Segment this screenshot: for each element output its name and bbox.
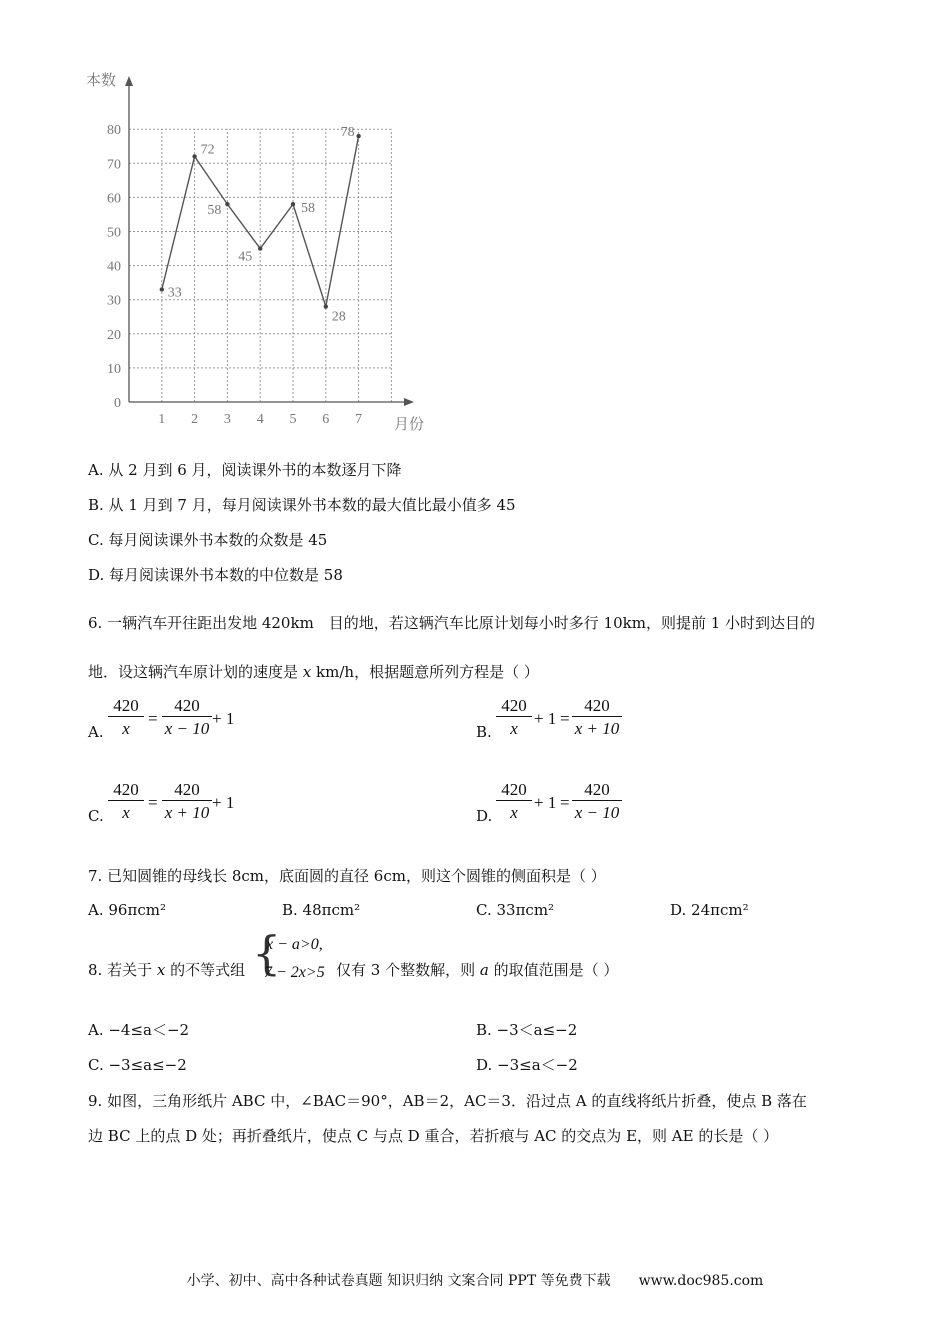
q7-option-a: A. 96πcm² (88, 901, 166, 919)
q8-inequality-2: 7 − 2x>5 (264, 964, 325, 981)
data-point-6 (324, 304, 328, 308)
y-tick-label-80: 80 (107, 123, 121, 139)
q5-option-d: D. 每月阅读课外书本数的中位数是 58 (88, 566, 343, 584)
q6-c-rhs-fraction: $\frac{420}{x + 10}$ (162, 780, 212, 823)
q6-d-plus-one: + 1 (534, 793, 557, 812)
q5-option-c: C. 每月阅读课外书本数的众数是 45 (88, 531, 328, 549)
q6-c-lhs-fraction: $\frac{420}{x}$ (108, 780, 144, 823)
q7-option-c: C. 33πcm² (476, 901, 555, 919)
q9-stem-line2: 边 BC 上的点 D 处；再折叠纸片，使点 C 与点 D 重合，若折痕与 AC 的交点为 E，则 AE 的长是（ ） (88, 1127, 779, 1145)
y-tick-label-20: 20 (107, 327, 121, 343)
page-footer: 小学、初中、高中各种试卷真题 知识归纳 文案合同 PPT 等免费下载 www.doc985.com (186, 1273, 764, 1289)
q6-stem-line2: 地．设这辆汽车原计划的速度是 x km/h，根据题意所列方程是（ ） (88, 663, 539, 681)
q8-option-a: A. −4≤a＜−2 (88, 1021, 190, 1039)
y-tick-label-30: 30 (107, 293, 121, 309)
data-label-2: 72 (200, 142, 215, 158)
y-axis-label: 本数 (86, 71, 117, 89)
x-tick-label-3: 3 (223, 412, 231, 427)
data-point-2 (192, 154, 196, 158)
q6-option-d-label: D. (476, 807, 493, 825)
q8-inequality-1: x − a>0, (266, 936, 323, 953)
q7-option-b: B. 48πcm² (282, 901, 361, 919)
chart-axes (125, 76, 414, 406)
q8-option-c: C. −3≤a≤−2 (88, 1056, 187, 1074)
q7-option-d: D. 24πcm² (670, 901, 749, 919)
x-tick-label-6: 6 (322, 412, 330, 427)
x-tick-label-4: 4 (256, 412, 264, 427)
q5-option-a: A. 从 2 月到 6 月，阅读课外书的本数逐月下降 (88, 461, 402, 479)
q6-a-plus-one: + 1 (212, 709, 235, 728)
data-label-7: 78 (340, 125, 355, 141)
data-point-1 (160, 287, 164, 291)
x-tick-label-2: 2 (191, 412, 199, 427)
data-point-3 (225, 202, 229, 206)
q7-stem: 7. 已知圆锥的母线长 8cm，底面圆的直径 6cm，则这个圆锥的侧面积是（ ） (88, 867, 606, 885)
data-label-6: 28 (331, 309, 346, 325)
q6-c-equals: = (148, 793, 158, 812)
chart-ticks (107, 123, 362, 427)
y-tick-label-0: 0 (114, 396, 121, 411)
y-tick-label-70: 70 (107, 157, 121, 173)
q6-stem-line1: 6. 一辆汽车开往距出发地 420km 目的地，若这辆汽车比原计划每小时多行 10km，则提前 1 小时到达目的 (88, 614, 816, 632)
q8-option-b: B. −3＜a≤−2 (476, 1021, 578, 1039)
q6-d-equals: = (560, 793, 570, 812)
y-axis-arrow (125, 76, 133, 86)
q6-option-b-label: B. (476, 723, 492, 741)
q6-option-a-label: A. (88, 723, 104, 741)
y-tick-label-50: 50 (107, 225, 121, 241)
data-point-5 (291, 202, 295, 206)
data-label-5: 58 (301, 201, 315, 217)
x-axis-arrow (404, 398, 414, 406)
y-tick-label-10: 10 (107, 361, 121, 377)
data-label-1: 33 (167, 285, 182, 301)
data-label-4: 45 (238, 249, 253, 265)
q6-a-lhs-fraction: $\frac{420}{x}$ (108, 696, 144, 739)
line-chart (80, 66, 440, 438)
q6-c-plus-one: + 1 (212, 793, 235, 812)
y-tick-label-60: 60 (107, 191, 121, 207)
q6-d-lhs-fraction: $\frac{420}{x}$ (496, 780, 532, 823)
x-tick-label-7: 7 (355, 412, 363, 427)
q6-d-rhs-fraction: $\frac{420}{x - 10}$ (572, 780, 622, 823)
q6-option-c-label: C. (88, 807, 104, 825)
y-tick-label-40: 40 (107, 259, 121, 275)
q6-a-rhs-fraction: $\frac{420}{x - 10}$ (162, 696, 212, 739)
q6-b-plus-one: + 1 (534, 709, 557, 728)
data-point-4 (258, 246, 262, 250)
data-label-3: 58 (207, 203, 222, 219)
data-point-7 (356, 134, 360, 138)
q6-b-equals: = (560, 709, 570, 728)
x-tick-label-5: 5 (289, 412, 297, 427)
q8-stem-post: 仅有 3 个整数解，则 a 的取值范围是（ ） (336, 961, 619, 979)
x-axis-label: 月份 (394, 415, 425, 433)
q8-stem-pre: 8. 若关于 x 的不等式组 (88, 961, 246, 979)
q6-a-equals: = (148, 709, 158, 728)
q9-stem-line1: 9. 如图，三角形纸片 ABC 中，∠BAC＝90°，AB＝2，AC＝3．沿过点 A 的直线将纸片折叠，使点 B 落在 (88, 1092, 807, 1110)
q5-option-b: B. 从 1 月到 7 月，每月阅读课外书本数的最大值比最小值多 45 (88, 496, 516, 514)
q8-brace: { (252, 926, 282, 980)
q6-b-rhs-fraction: $\frac{420}{x + 10}$ (572, 696, 622, 739)
x-tick-label-1: 1 (158, 412, 166, 427)
q6-b-lhs-fraction: $\frac{420}{x}$ (496, 696, 532, 739)
q8-option-d: D. −3≤a＜−2 (476, 1056, 578, 1074)
